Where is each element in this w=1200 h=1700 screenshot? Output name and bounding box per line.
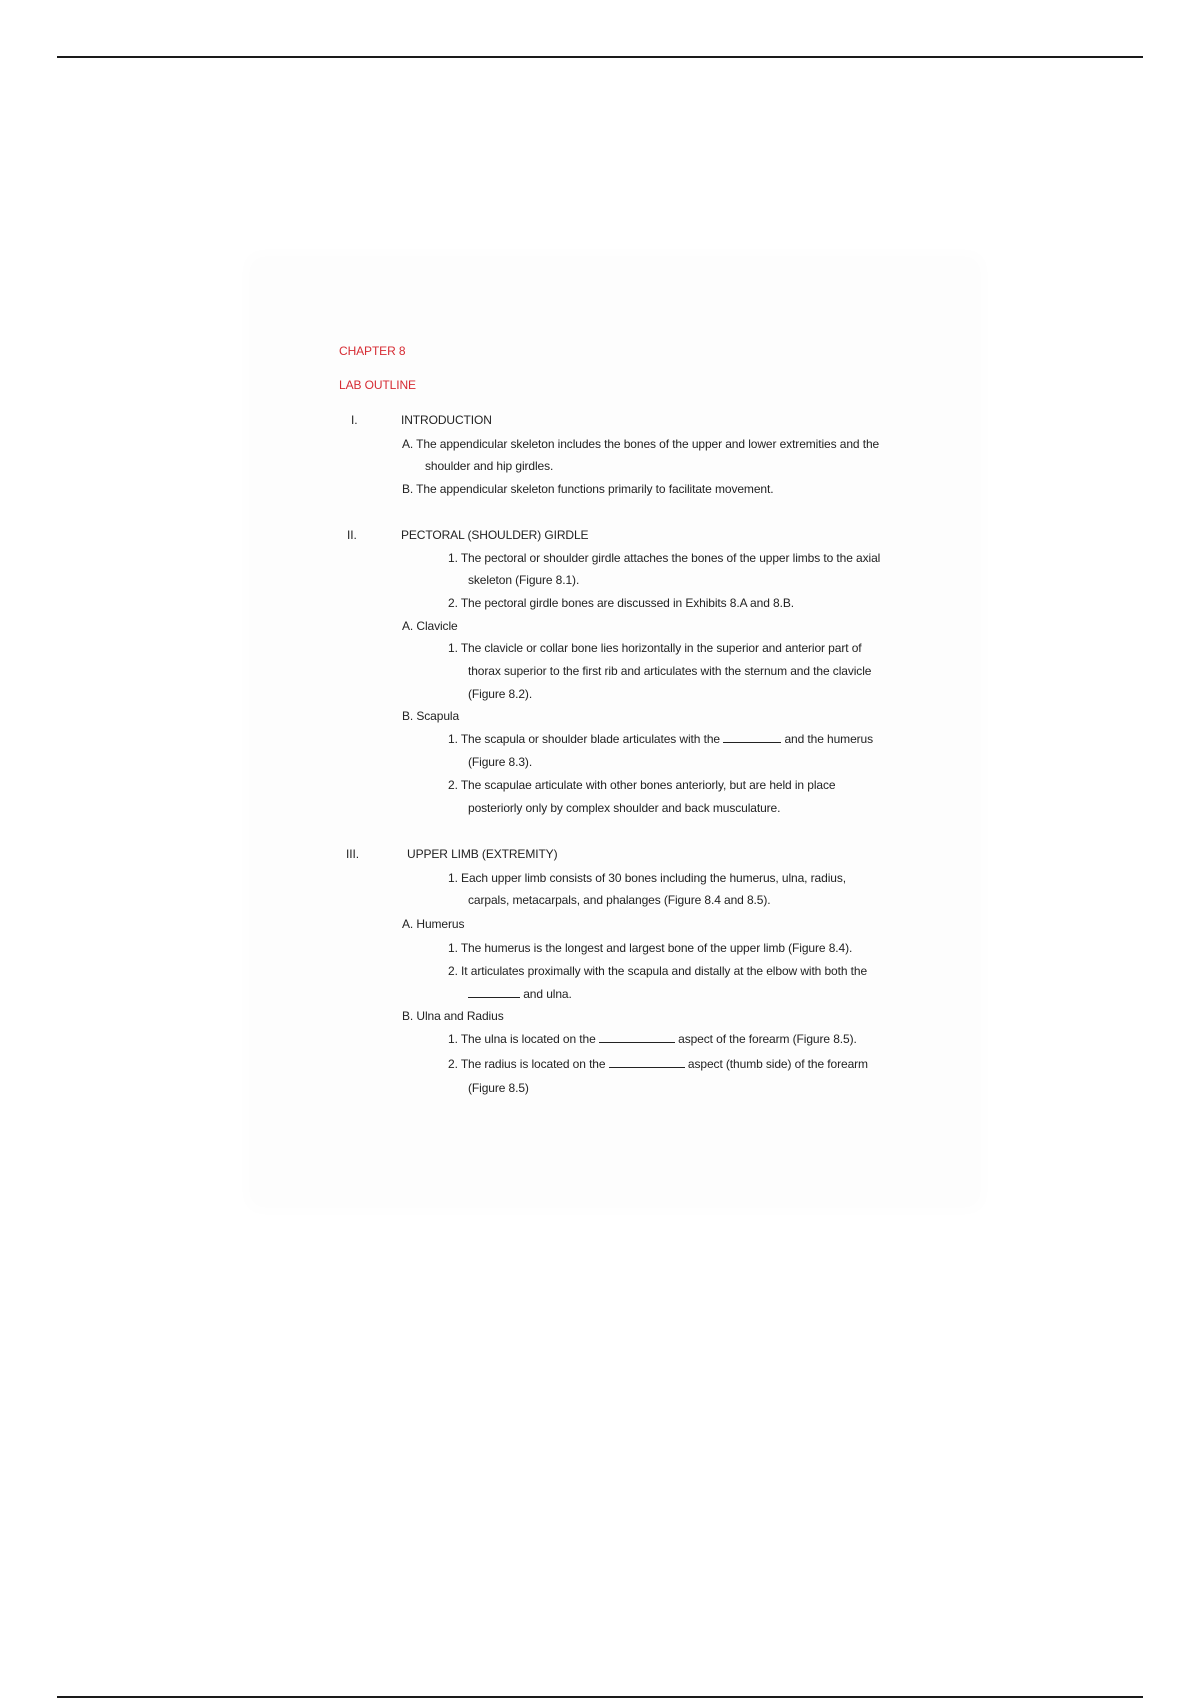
top-rule: [57, 56, 1143, 58]
outline-line: skeleton (Figure 8.1).: [468, 573, 580, 587]
outline-line-text: 2. The radius is located on the: [448, 1057, 606, 1071]
outline-line-with-blank: [448, 1057, 868, 1071]
outline-heading: LAB OUTLINE: [339, 378, 416, 392]
section-title: PECTORAL (SHOULDER) GIRDLE: [401, 528, 589, 542]
outline-line: thorax superior to the first rib and articulates with the sternum and the clavicle: [468, 664, 872, 678]
section-numeral: II.: [347, 528, 357, 542]
outline-line-text: aspect (thumb side) of the forearm: [687, 1057, 868, 1071]
outline-line: (Figure 8.3).: [468, 755, 533, 769]
outline-line: shoulder and hip girdles.: [425, 459, 554, 473]
outline-line: 1. The clavicle or collar bone lies horizontally in the superior and anterior part of: [448, 641, 862, 655]
outline-line-with-blank: [448, 732, 873, 746]
outline-line: (Figure 8.5): [468, 1081, 529, 1095]
section-numeral: III.: [346, 847, 359, 861]
outline-line: 2. The pectoral girdle bones are discussed in Exhibits 8.A and 8.B.: [448, 596, 794, 610]
section-title: INTRODUCTION: [401, 413, 492, 427]
chapter-heading: CHAPTER 8: [339, 344, 406, 358]
outline-line: (Figure 8.2).: [468, 687, 533, 701]
section-title: UPPER LIMB (EXTREMITY): [407, 847, 558, 861]
outline-line: carpals, metacarpals, and phalanges (Figure 8.4 and 8.5).: [468, 893, 771, 907]
outline-line: A. The appendicular skeleton includes the bones of the upper and lower extremities and the: [402, 437, 880, 451]
fill-in-blank: [599, 1033, 675, 1043]
fill-in-blank: [468, 988, 520, 998]
outline-line: 2. It articulates proximally with the scapula and distally at the elbow with both the: [448, 964, 868, 978]
outline-line: 1. The humerus is the longest and largest bone of the upper limb (Figure 8.4).: [448, 941, 853, 955]
outline-line-text: and the humerus: [784, 732, 874, 746]
outline-line: 2. The scapulae articulate with other bones anteriorly, but are held in place: [448, 778, 836, 792]
outline-line: A. Clavicle: [402, 619, 458, 633]
outline-line-with-blank: [448, 1032, 857, 1046]
bottom-rule: [57, 1696, 1143, 1698]
outline-line-text: 1. The scapula or shoulder blade articulates with the: [448, 732, 720, 746]
outline-line-text: 1. The ulna is located on the: [448, 1032, 596, 1046]
outline-line-with-blank: [468, 987, 572, 1001]
outline-line: B. Ulna and Radius: [402, 1009, 504, 1023]
section-numeral: I.: [351, 413, 358, 427]
outline-line: A. Humerus: [402, 917, 465, 931]
outline-line-text: aspect of the forearm (Figure 8.5).: [678, 1032, 857, 1046]
outline-line-text: and ulna.: [523, 987, 572, 1001]
fill-in-blank: [609, 1058, 685, 1068]
outline-line: 1. The pectoral or shoulder girdle attaches the bones of the upper limbs to the axial: [448, 551, 881, 565]
outline-line: B. Scapula: [402, 709, 460, 723]
outline-line: B. The appendicular skeleton functions primarily to facilitate movement.: [402, 482, 774, 496]
outline-line: posteriorly only by complex shoulder and back musculature.: [468, 801, 781, 815]
fill-in-blank: [723, 733, 781, 743]
outline-line: 1. Each upper limb consists of 30 bones including the humerus, ulna, radius,: [448, 871, 846, 885]
